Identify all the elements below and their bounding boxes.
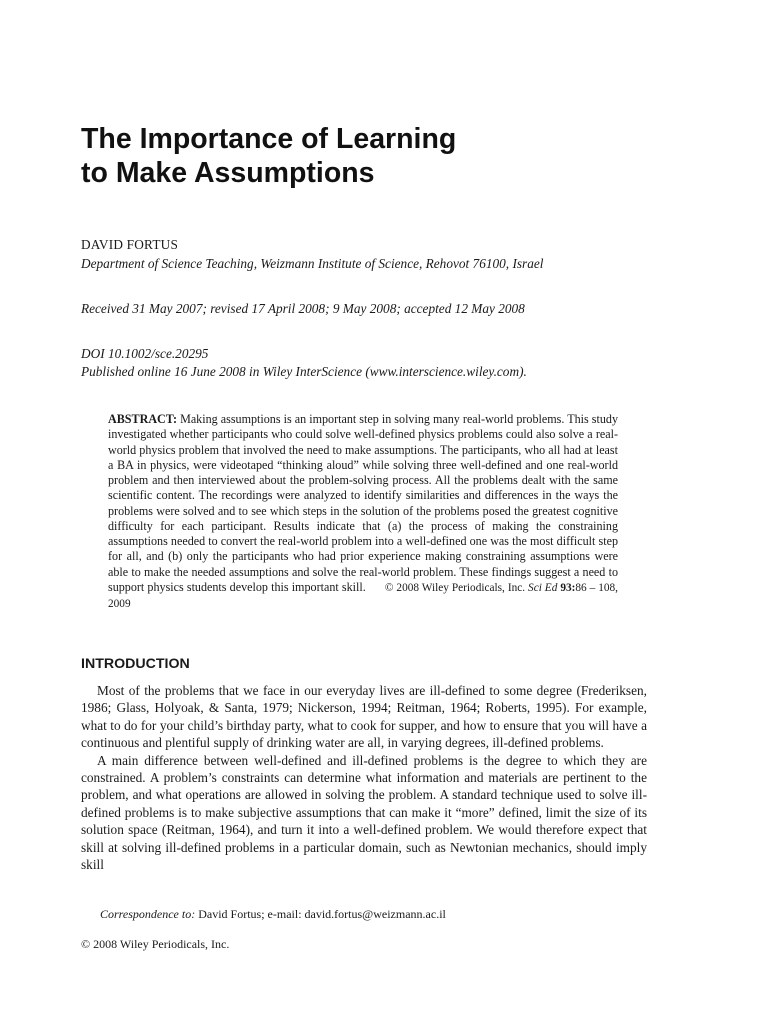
copyright-notice: © 2008 Wiley Periodicals, Inc. bbox=[81, 937, 230, 951]
citation-journal: Sci Ed bbox=[528, 581, 558, 594]
abstract-text: Making assumptions is an important step in solving many real-world problems. This study investigated whether participants who could solve well-defined physics problems could also solve a real-world physics problem that involved the need to make assumptions. The participants, who all had at least a BA in physics, were videotaped “thinking aloud” while solving three well-defined and one real-world problem and then interviewed about the problem-solving process. All the problems dealt with the same scientific content. The recordings were analyzed to identify similarities and differences in the ways the problems were solved and to see which steps in the solution of the problems posed the greatest cognitive difficulty for each participant. Results indicate that (a) the process of making the constraining assumptions needed to convert the real-world problem into a well-defined one was the most difficult step for all, and (b) only the participants who had prior experience making constraining assumptions were able to make the needed assumptions and solve the real-world problem. These findings suggest a need to support physics students develop this important skill. bbox=[108, 412, 618, 594]
section-heading: INTRODUCTION bbox=[81, 656, 190, 672]
title-line-1: The Importance of Learning bbox=[81, 123, 457, 155]
citation-prefix: © 2008 Wiley Periodicals, Inc. bbox=[384, 581, 526, 594]
doi: DOI 10.1002/sce.20295 bbox=[81, 346, 209, 361]
publication-info bbox=[81, 345, 527, 381]
correspondence-label: Correspondence to: bbox=[100, 907, 196, 921]
title-line-2: to Make Assumptions bbox=[81, 157, 375, 189]
abstract bbox=[108, 412, 618, 612]
published-online: Published online 16 June 2008 in Wiley InterScience (www.interscience.wiley.com). bbox=[81, 364, 527, 379]
body-text bbox=[81, 682, 647, 873]
author-affiliation: Department of Science Teaching, Weizmann Institute of Science, Rehovot 76100, Israel bbox=[81, 256, 544, 271]
correspondence-footnote bbox=[100, 907, 446, 922]
citation-pages: 86 – 108, 2009 bbox=[108, 581, 618, 610]
abstract-label: ABSTRACT: bbox=[108, 412, 177, 426]
paragraph: Most of the problems that we face in our everyday lives are ill-defined to some degree (Frederiksen, 1986; Glass, Holyoak, & Santa, 1979; Nickerson, 1994; Reitman, 1964; Roberts, 1995). For example, what to do for your child’s birthday party, what to cook for supper, and how to ensure that you will have a continuous and plentiful supply of drinking water are all, in varying degrees, ill-defined problems. bbox=[81, 683, 647, 751]
author-name: DAVID FORTUS bbox=[81, 237, 179, 252]
correspondence-text: David Fortus; e-mail: david.fortus@weizmann.ac.il bbox=[198, 907, 446, 921]
paragraph: A main difference between well-defined and ill-defined problems is the degree to which they are constrained. A problem’s constraints can determine what information and materials are pertinent to the problem, and what operations are allowed in solving the problem. A standard technique used to solve ill-defined problems is to make subjective assumptions that can make it “more” defined, limit the size of its solution space (Reitman, 1964), and turn it into a well-defined problem. We would therefore expect that skill at solving ill-defined problems in a particular domain, such as Newtonian mechanics, should imply skill bbox=[81, 752, 647, 873]
citation-volume: 93: bbox=[560, 581, 576, 594]
received-dates: Received 31 May 2007; revised 17 April 2008; 9 May 2008; accepted 12 May 2008 bbox=[81, 301, 525, 316]
article-title bbox=[81, 122, 681, 190]
